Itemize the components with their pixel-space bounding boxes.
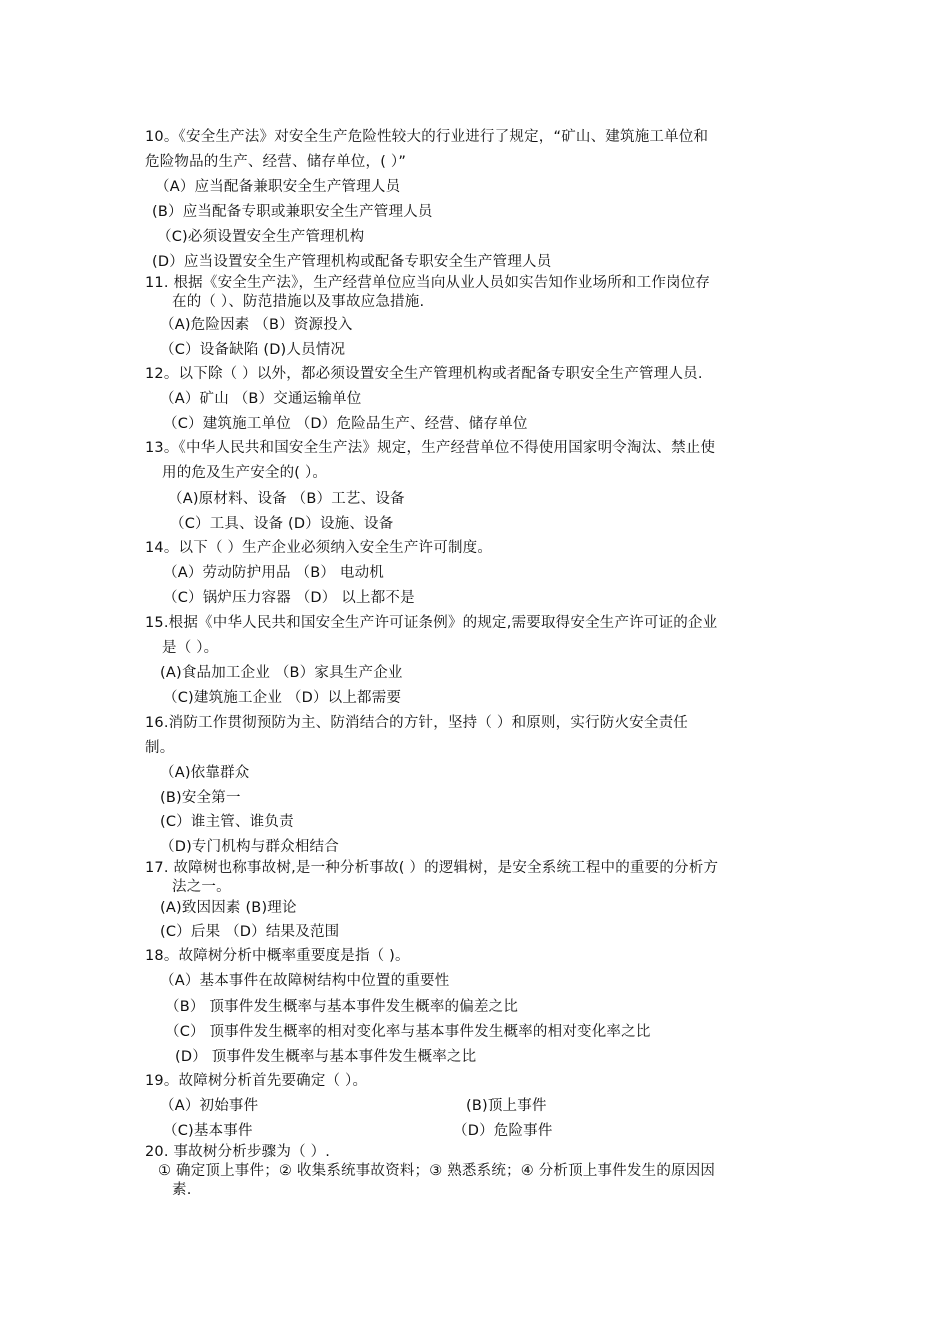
question-17-stem-line-1: 17. 故障树也称事故树,是一种分析事故( ）的逻辑树，是安全系统工程中的重要的分析方 [145, 860, 719, 876]
question-11-stem-line-2: 在的（ ）、防范措施以及事故应急措施. [172, 294, 425, 310]
question-10-stem-line-1: 10。《安全生产法》对安全生产危险性较大的行业进行了规定，“矿山、建筑施工单位和 [145, 129, 709, 145]
question-10-stem-line-2: 危险物品的生产、经营、储存单位，( ）” [145, 154, 407, 170]
question-15-options-cd: （C)建筑施工企业 （D）以上都需要 [163, 690, 402, 706]
question-10-option-d: (D）应当设置安全生产管理机构或配备专职安全生产管理人员 [152, 254, 552, 270]
question-15-stem-line-2: 是（ ）。 [162, 640, 219, 656]
question-16-option-d: （D)专门机构与群众相结合 [160, 839, 339, 855]
question-16-stem-line-2: 制。 [145, 740, 175, 756]
question-11-options-cd: （C）设备缺陷 (D)人员情况 [160, 342, 346, 358]
question-19-option-a: （A）初始事件 [160, 1098, 259, 1114]
question-12-options-ab: （A）矿山 （B）交通运输单位 [160, 391, 362, 407]
question-20-steps-line-2: 素. [172, 1182, 192, 1198]
question-16-option-b: (B)安全第一 [160, 790, 241, 806]
question-12-options-cd: （C）建筑施工单位 （D）危险品生产、经营、储存单位 [163, 416, 528, 432]
question-14-stem-line-1: 14。以下（ ）生产企业必须纳入安全生产许可制度。 [145, 540, 493, 556]
question-18-option-c: （C） 顶事件发生概率的相对变化率与基本事件发生概率的相对变化率之比 [165, 1024, 651, 1040]
question-13-options-cd: （C）工具、设备 (D）设施、设备 [170, 516, 394, 532]
question-14-options-ab: （A）劳动防护用品 （B） 电动机 [163, 565, 384, 581]
question-20-steps-line-1: ① 确定顶上事件；② 收集系统事故资料；③ 熟悉系统；④ 分析顶上事件发生的原因因 [158, 1163, 716, 1179]
question-16-option-a: （A)依靠群众 [160, 765, 250, 781]
question-15-stem-line-1: 15.根据《中华人民共和国安全生产许可证条例》的规定,需要取得安全生产许可证的企业 [145, 615, 718, 631]
question-19-stem-line-1: 19。故障树分析首先要确定（ ）。 [145, 1073, 368, 1089]
question-10-option-a: （A）应当配备兼职安全生产管理人员 [155, 179, 401, 195]
question-19-option-b: (B)顶上事件 [466, 1098, 547, 1114]
question-11-stem-line-1: 11. 根据《安全生产法》，生产经营单位应当向从业人员如实告知作业场所和工作岗位存 [145, 275, 711, 291]
question-18-option-b: （B） 顶事件发生概率与基本事件发生概率的偏差之比 [165, 999, 519, 1015]
question-17-stem-line-2: 法之一。 [172, 879, 231, 895]
question-18-option-d: (D） 顶事件发生概率与基本事件发生概率之比 [175, 1049, 477, 1065]
question-13-stem-line-1: 13。《中华人民共和国安全生产法》规定，生产经营单位不得使用国家明令淘汰、禁止使 [145, 440, 716, 456]
question-19-option-d: （D）危险事件 [453, 1123, 553, 1139]
question-18-option-a: （A）基本事件在故障树结构中位置的重要性 [160, 973, 450, 989]
question-13-stem-line-2: 用的危及生产安全的( ）。 [162, 465, 328, 481]
question-16-option-c: (C）谁主管、谁负责 [160, 814, 294, 830]
question-11-options-ab: （A)危险因素 （B）资源投入 [160, 317, 353, 333]
question-12-stem-line-1: 12。以下除（ ）以外，都必须设置安全生产管理机构或者配备专职安全生产管理人员. [145, 366, 703, 382]
question-18-stem-line-1: 18。故障树分析中概率重要度是指（ )。 [145, 948, 410, 964]
question-20-stem-line-1: 20. 事故树分析步骤为（ ）. [145, 1144, 331, 1160]
question-16-stem-line-1: 16.消防工作贯彻预防为主、防消结合的方针，坚持（ ）和原则，实行防火安全责任 [145, 715, 688, 731]
question-17-options-ab: (A)致因因素 (B)理论 [160, 900, 297, 916]
question-15-options-ab: (A)食品加工企业 （B）家具生产企业 [160, 665, 403, 681]
question-14-options-cd: （C）锅炉压力容器 （D） 以上都不是 [163, 590, 415, 606]
question-17-options-cd: (C）后果 （D）结果及范围 [160, 924, 340, 940]
question-13-options-ab: （A)原材料、设备 （B）工艺、设备 [168, 491, 405, 507]
question-19-option-c: （C)基本事件 [163, 1123, 253, 1139]
question-10-option-b: (B）应当配备专职或兼职安全生产管理人员 [152, 204, 433, 220]
question-10-option-c: （C)必须设置安全生产管理机构 [157, 229, 365, 245]
